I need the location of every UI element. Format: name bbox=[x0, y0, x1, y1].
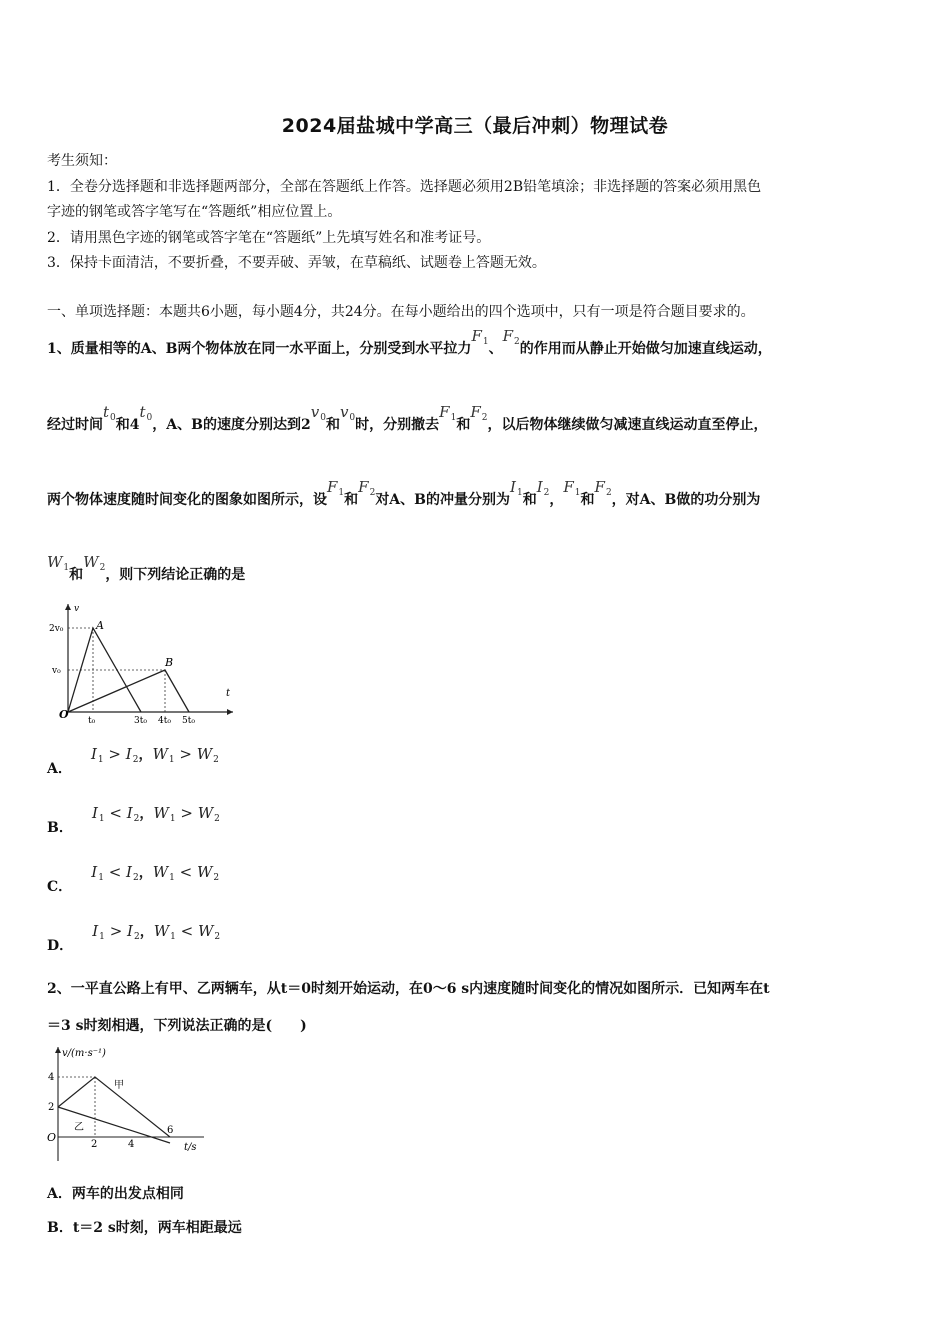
q2-graph-ylabel: v/(m·s⁻¹) bbox=[62, 1048, 106, 1059]
q1-option-d[interactable]: D． $I_1 > I_2$，$W_1 < W_2$ bbox=[47, 922, 221, 954]
q1-graph-origin: O bbox=[59, 708, 69, 721]
q2-option-a[interactable]: A．两车的出发点相同 bbox=[47, 1186, 184, 1202]
q1-option-c[interactable]: C． $I_1 < I_2$，$W_1 < W_2$ bbox=[47, 863, 220, 895]
q2-graph-ytick: 4 bbox=[48, 1072, 55, 1083]
symbol-t0: $t_0$ bbox=[139, 403, 153, 423]
symbol-F1: $F_1$ bbox=[327, 478, 345, 498]
q1-line1: 1、质量相等的A、B两个物体放在同一水平面上，分别受到水平拉力$F_1$、$F_2$的作用而从静止开始做匀加速直线运动， bbox=[47, 327, 772, 357]
section-heading: 一、单项选择题：本题共6小题，每小题4分，共24分。在每小题给出的四个选项中，只有一项是符合题目要求的。 bbox=[47, 304, 755, 320]
exam-title: 2024届盐城中学高三（最后冲刺）物理试卷 bbox=[281, 115, 669, 137]
symbol-F1: $F_1$ bbox=[563, 478, 581, 498]
q1-line2: 经过时间$t_0$和$4t_0$，A、B的速度分别达到$2v_0$和$v_0$时，分别撤去$F_1$和$F_2$，以后物体继续做匀减速直线运动直至停止， bbox=[47, 403, 768, 433]
q1-graph-point-label: B bbox=[165, 656, 174, 669]
q2-graph-label-jia: 甲 bbox=[114, 1080, 124, 1091]
symbol-F2: $F_2$ bbox=[358, 478, 376, 498]
q1-graph-xtick: 4t₀ bbox=[158, 716, 171, 726]
q2-graph-ytick: 2 bbox=[48, 1102, 55, 1113]
q2-line2: ＝3 s时刻相遇，下列说法正确的是( ) bbox=[47, 1018, 307, 1034]
q1-graph-axis-t: t bbox=[226, 688, 231, 699]
q2-graph-xtick: 6 bbox=[167, 1125, 174, 1136]
notice-item-1: 1．全卷分选择题和非选择题两部分，全部在答题纸上作答。选择题必须用2B铅笔填涂；非选择题的答案必须用黑色 bbox=[47, 179, 762, 195]
q1-graph-xtick: t₀ bbox=[88, 716, 96, 726]
q1-graph-ytick: v₀ bbox=[52, 666, 61, 676]
symbol-F1: $F_1$ bbox=[471, 327, 489, 347]
notice-heading: 考生须知： bbox=[47, 153, 117, 169]
q1-graph-ytick: 2v₀ bbox=[49, 624, 64, 634]
q2-graph-origin: O bbox=[47, 1131, 57, 1144]
symbol-t0: $t_0$ bbox=[103, 403, 116, 423]
q1-option-a[interactable]: A． $I_1 > I_2$，$W_1 > W_2$ bbox=[47, 745, 219, 777]
symbol-F2: $F_2$ bbox=[470, 403, 488, 423]
q1-graph-xtick: 3t₀ bbox=[134, 716, 147, 726]
q1-line3: 两个物体速度随时间变化的图象如图所示，设$F_1$和$F_2$对A、B的冲量分别为$I_1$和$I_2$，$F_1$和$F_2$，对A、B做的功分别为 bbox=[47, 478, 761, 508]
notice-item-2: 2．请用黑色字迹的钢笔或答字笔在“答题纸”上先填写姓名和准考证号。 bbox=[47, 230, 491, 246]
symbol-I1: $I_1$ bbox=[510, 478, 523, 498]
q1-velocity-time-graph bbox=[48, 598, 238, 728]
symbol-I2: $I_2$ bbox=[536, 478, 550, 498]
symbol-F2: $F_2$ bbox=[502, 327, 520, 347]
symbol-v0: $v_0$ bbox=[339, 403, 356, 423]
q1-line4: $W_1$和$W_2$，则下列结论正确的是 bbox=[47, 553, 246, 583]
notice-item-3: 3．保持卡面清洁，不要折叠，不要弄破、弄皱，在草稿纸、试题卷上答题无效。 bbox=[47, 255, 546, 271]
symbol-F2: $F_2$ bbox=[594, 478, 612, 498]
notice-item-1-cont: 字迹的钢笔或答字笔写在“答题纸”相应位置上。 bbox=[47, 204, 342, 220]
symbol-F1: $F_1$ bbox=[439, 403, 457, 423]
q2-velocity-time-graph bbox=[44, 1043, 214, 1168]
q1-option-b[interactable]: B． $I_1 < I_2$，$W_1 > W_2$ bbox=[47, 804, 220, 836]
q2-graph-xlabel: t/s bbox=[184, 1142, 197, 1153]
q1-graph-axis-v: v bbox=[74, 604, 80, 614]
symbol-W2: $W_2$ bbox=[83, 553, 106, 573]
symbol-W1: $W_1$ bbox=[47, 553, 70, 573]
q1-graph-xtick: 5t₀ bbox=[182, 716, 195, 726]
q2-line1: 2、一平直公路上有甲、乙两辆车，从t＝0时刻开始运动，在0～6 s内速度随时间变化的情况如图所示．已知两车在t bbox=[47, 981, 770, 997]
q2-graph-label-yi: 乙 bbox=[74, 1122, 84, 1133]
q2-option-b[interactable]: B．t＝2 s时刻，两车相距最远 bbox=[47, 1220, 242, 1236]
q1-graph-point-label: A bbox=[96, 619, 104, 632]
symbol-v0: $v_0$ bbox=[310, 403, 326, 423]
q2-graph-xtick: 4 bbox=[128, 1139, 135, 1150]
q2-graph-xtick: 2 bbox=[91, 1139, 98, 1150]
